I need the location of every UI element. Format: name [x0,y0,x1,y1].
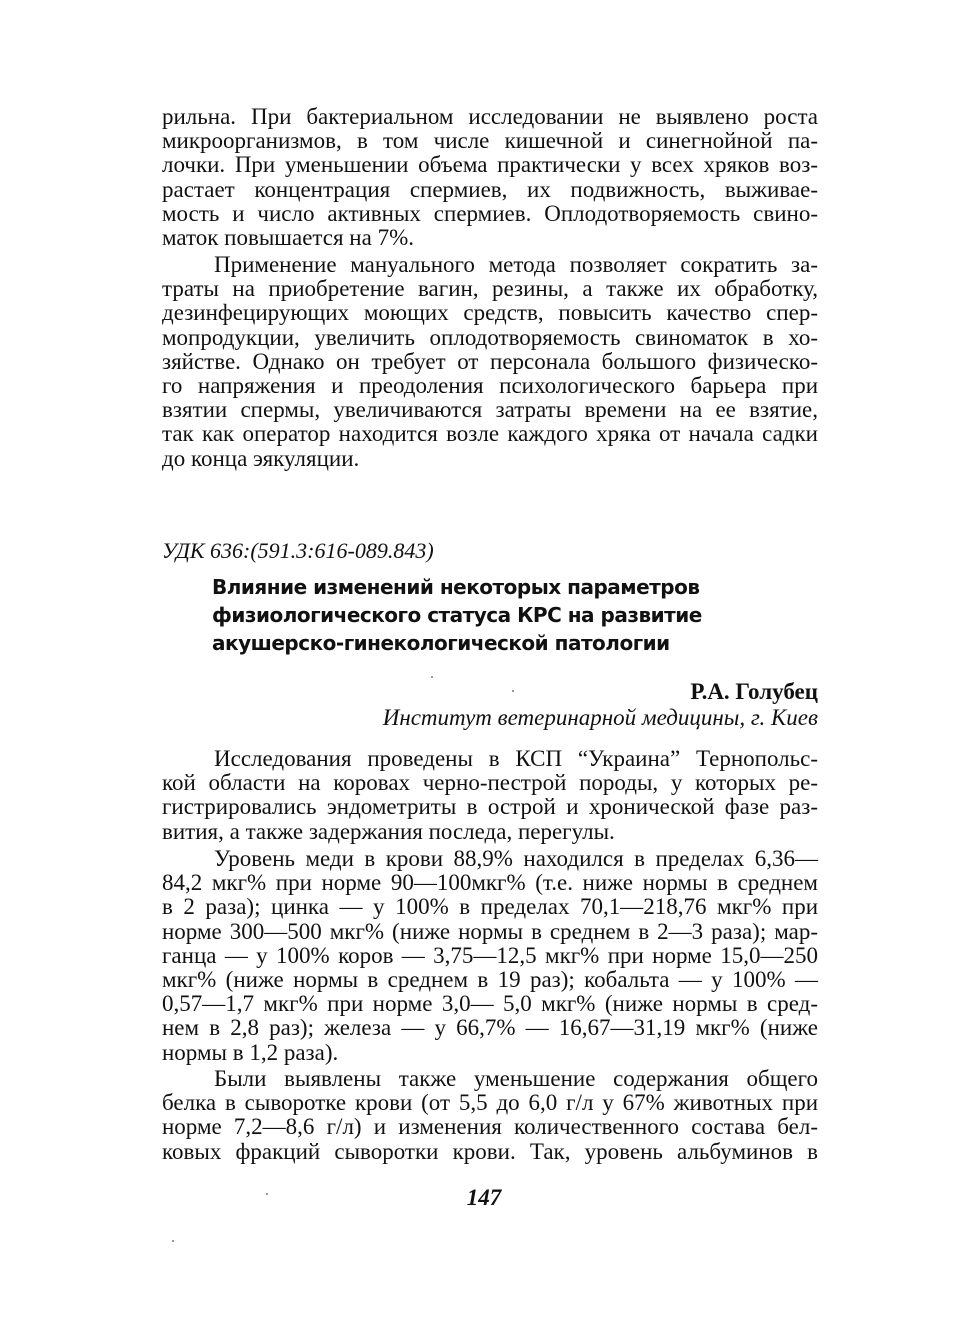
text-line: норме 300—500 мкг% (ниже нормы в среднем в 2—3 раза); мар- [162,918,818,944]
author-name: Р.А. Голубец [690,679,818,704]
continuation-paragraph-2 [162,253,818,471]
article-title [212,573,732,657]
text-line: рильна. При бактериальном исследовании не выявлено роста [162,104,818,129]
text-line: белка в сыворотке крови (от 5,5 до 6,0 г/л у 67% животных при [162,1090,818,1116]
text-line: дезинфецирующих моющих средств, повысить качество спер- [162,300,818,326]
udk-code: УДК 636:(591.3:616-089.843) [162,538,434,563]
text-line: ганца — у 100% коров — 3,75—12,5 мкг% при норме 15,0—250 [162,942,818,968]
text-line: Применение мануального метода позволяет сократить за- [214,252,818,277]
text-line: вития, а также задержания последа, перегулы. [162,818,615,844]
scan-speck [431,676,433,678]
text-line: так как оператор находится возле каждого хряка от начала садки [162,421,818,447]
text-line: кой области на коровах черно-пестрой породы, у которых ре- [162,770,818,796]
body-paragraph-1 [162,747,818,844]
title-line: физиологического статуса КРС на развитие [212,603,702,627]
body-paragraph-2 [162,847,818,1065]
text-line: Исследования проведены в КСП “Украина” Тернопольс- [214,746,818,771]
text-line: мкг% (ниже нормы в среднем в 19 раз); кобальта — у 100% — [162,966,818,992]
text-line: Уровень меди в крови 88,9% находился в пределах 6,36— [214,846,818,871]
continuation-paragraph-1 [162,105,818,250]
text-line: траты на приобретение вагин, резины, а также их обработку, [162,276,818,302]
text-line: в 2 раза); цинка — у 100% в пределах 70,1—218,76 мкг% при [162,894,818,920]
text-line: Были выявлены также уменьшение содержания общего [214,1066,818,1091]
title-line: Влияние изменений некоторых параметров [212,575,700,599]
text-line: растает концентрация спермиев, их подвижность, выживае- [162,176,818,202]
text-line: зяйстве. Однако он требует от персонала большого физическо- [162,348,818,374]
title-line: акушерско-гинекологической патологии [212,631,670,655]
body-paragraph-3 [162,1067,818,1164]
page-number: 147 [466,1185,502,1210]
text-line: лочки. При уменьшении объема практически у всех хряков воз- [162,152,818,178]
text-line: нормы в 1,2 раза). [162,1039,339,1065]
scan-speck [512,690,514,692]
text-line: 84,2 мкг% при норме 90—100мкг% (т.е. ниже нормы в среднем [162,870,818,896]
text-line: мопродукции, увеличить оплодотворяемость свиноматок в хо- [162,324,818,350]
author-affiliation: Институт ветеринарной медицины, г. Киев [382,705,818,730]
text-line: микроорганизмов, в том числе кишечной и синегнойной па- [162,128,818,154]
text-line: гистрировались эндометриты в острой и хронической фазе раз- [162,794,818,820]
text-line: маток повышается на 7%. [162,224,414,250]
text-line: взятии спермы, увеличиваются затраты времени на ее взятие, [162,397,818,423]
scan-speck [172,1240,174,1242]
text-line: 0,57—1,7 мкг% при норме 3,0— 5,0 мкг% (ниже нормы в сред- [162,991,818,1017]
text-line: го напряжения и преодоления психологического барьера при [162,372,818,398]
text-line: нем в 2,8 раз); железа — у 66,7% — 16,67—31,19 мкг% (ниже [162,1015,818,1041]
text-line: норме 7,2—8,6 г/л) и изменения количественного состава бел- [162,1114,818,1140]
text-line: до конца эякуляции. [162,445,360,471]
text-line: ковых фракций сыворотки крови. Так, уровень альбуминов в [162,1138,818,1164]
text-line: мость и число активных спермиев. Оплодотворяемость свино- [162,200,818,226]
scan-speck [266,1193,268,1195]
